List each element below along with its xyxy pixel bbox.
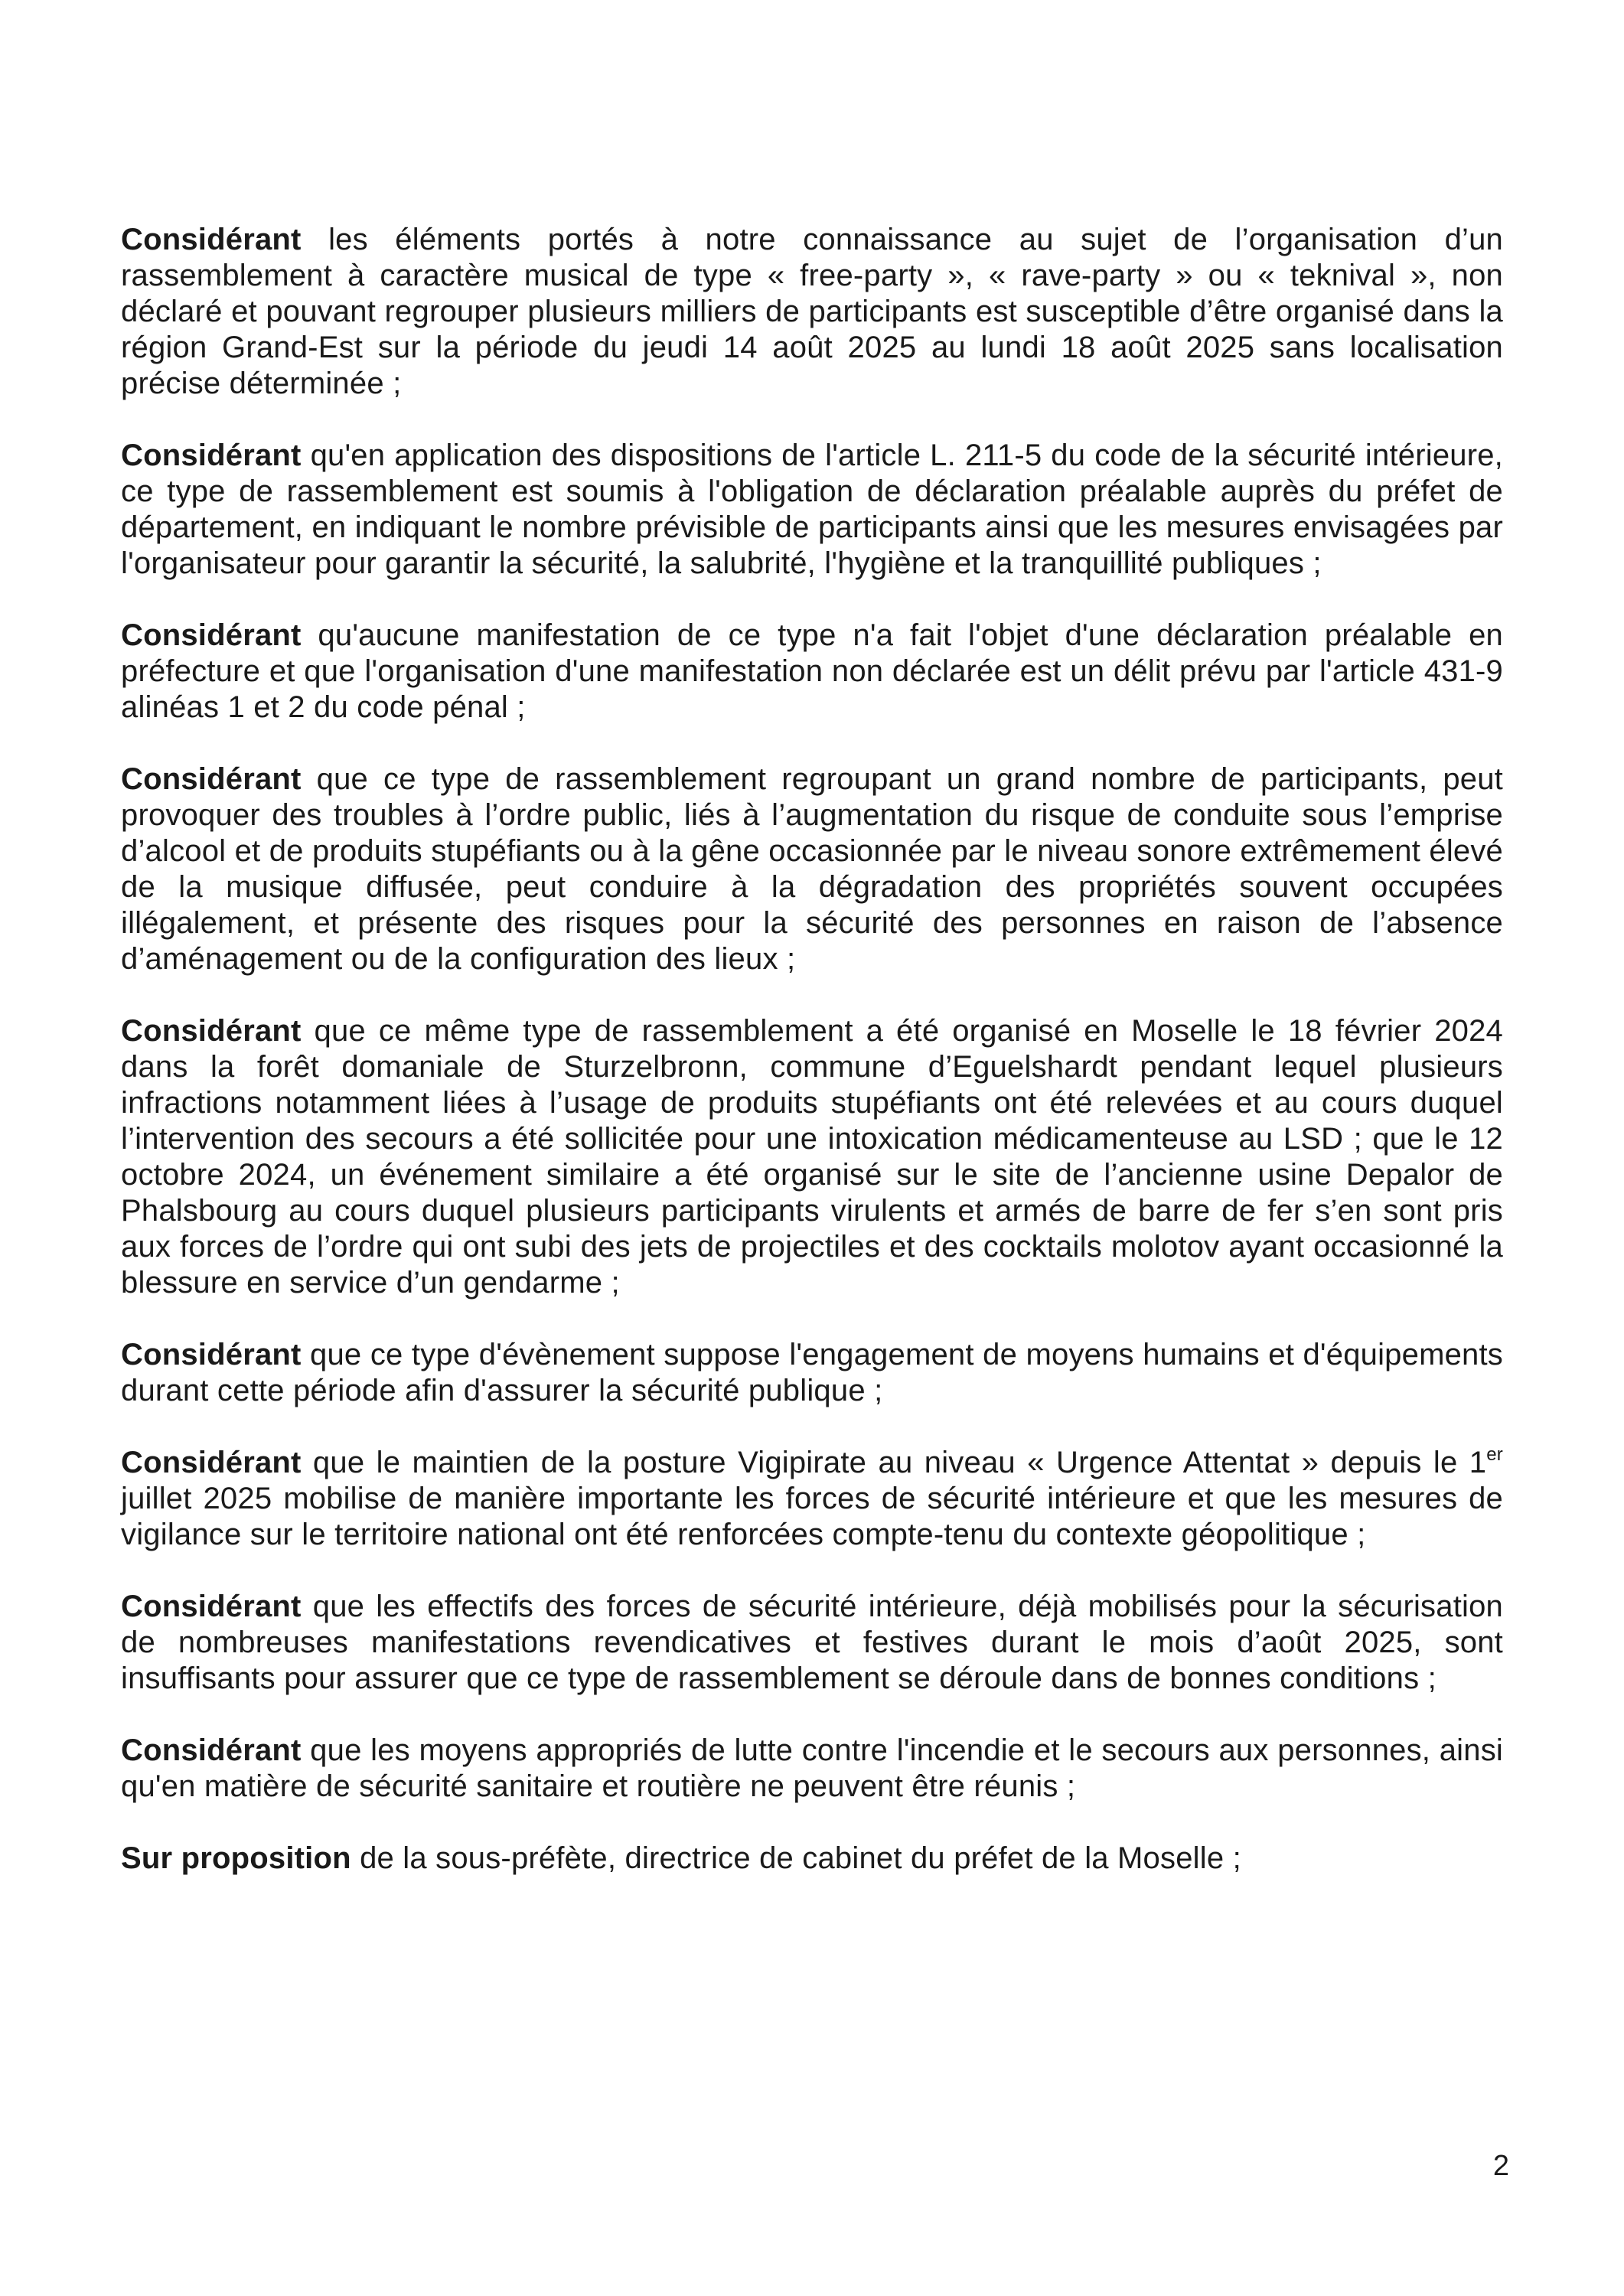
document-body: [121, 222, 1503, 1913]
paragraph-considerant-2: [121, 438, 1503, 582]
paragraph-text: qu'en application des dispositions de l'article L. 211-5 du code de la sécurité intérieure, ce type de rassemblement est soumis à l'obligation de déclaration préalable auprès du préfet de département, en indiquant le nombre prévisible de participants ainsi que les mesures envisagées par l'organisateur pour garantir la sécurité, la salubrité, l'hygiène et la tranquillité publiques ;: [121, 439, 1503, 580]
paragraph-lead: Considérant: [121, 618, 302, 652]
paragraph-lead: Sur proposition: [121, 1841, 351, 1875]
paragraph-text: que les moyens appropriés de lutte contre l'incendie et le secours aux personnes, ainsi qu'en matière de sécurité sanitaire et routière ne peuvent être réunis ;: [121, 1733, 1503, 1803]
paragraph-lead: Considérant: [121, 1446, 302, 1479]
paragraph-text: que ce type de rassemblement regroupant un grand nombre de participants, peut provoquer des troubles à l’ordre public, liés à l’augmentation du risque de conduite sous l’emprise d’alcool et de produits stupéfiants ou à la gêne occasionnée par le niveau sonore extrêmement élevé de la musique diffusée, peut conduire à la dégradation des propriétés souvent occupées illégalement, et présente des risques pour la sécurité des personnes en raison de l’absence d’aménagement ou de la configuration des lieux ;: [121, 762, 1503, 976]
paragraph-lead: Considérant: [121, 1590, 302, 1623]
paragraph-sur-proposition: [121, 1841, 1503, 1877]
paragraph-lead: Considérant: [121, 1338, 302, 1371]
page-number: 2: [1492, 2150, 1509, 2182]
paragraph-text: de la sous-préfète, directrice de cabinet du préfet de la Moselle ;: [351, 1841, 1241, 1875]
paragraph-considerant-5: [121, 1013, 1503, 1301]
paragraph-lead: Considérant: [121, 762, 302, 796]
paragraph-text: que ce même type de rassemblement a été organisé en Moselle le 18 février 2024 dans la forêt domaniale de Sturzelbronn, commune d’Eguelshardt pendant lequel plusieurs infractions notamment liées à l’usage de produits stupéfiants ont été relevées et au cours duquel l’intervention des secours a été sollicitée pour une intoxication médicamenteuse au LSD ; que le 12 octobre 2024, un événement similaire a été organisé sur le site de l’ancienne usine Depalor de Phalsbourg au cours duquel plusieurs participants virulents et armés de barre de fer s’en sont pris aux forces de l’ordre qui ont subi des jets de projectiles et des cocktails molotov ayant occasionné la blessure en service d’un gendarme ;: [121, 1014, 1503, 1300]
paragraph-text: que les effectifs des forces de sécurité intérieure, déjà mobilisés pour la sécurisation de nombreuses manifestations revendicatives et festives durant le mois d’août 2025, sont insuffisants pour assurer que ce type de rassemblement se déroule dans de bonnes conditions ;: [121, 1590, 1503, 1695]
paragraph-text: qu'aucune manifestation de ce type n'a fait l'objet d'une déclaration préalable en préfecture et que l'organisation d'une manifestation non déclarée est un délit prévu par l'article 431-9 alinéas 1 et 2 du code pénal ;: [121, 618, 1503, 724]
ordinal-superscript: er: [1486, 1444, 1503, 1465]
paragraph-considerant-3: [121, 618, 1503, 726]
paragraph-considerant-4: [121, 762, 1503, 977]
paragraph-considerant-6: [121, 1337, 1503, 1409]
paragraph-text: que ce type d'évènement suppose l'engagement de moyens humains et d'équipements durant cette période afin d'assurer la sécurité publique ;: [121, 1338, 1503, 1407]
paragraph-considerant-8: [121, 1589, 1503, 1697]
paragraph-text: que le maintien de la posture Vigipirate au niveau « Urgence Attentat » depuis le 1: [301, 1446, 1487, 1479]
paragraph-text: les éléments portés à notre connaissance au sujet de l’organisation d’un rassemblement à caractère musical de type « free-party », « rave-party » ou « teknival », non déclaré et pouvant regrouper plusieurs milliers de participants est susceptible d’être organisé dans la région Grand-Est sur la période du jeudi 14 août 2025 au lundi 18 août 2025 sans localisation précise déterminée ;: [121, 223, 1503, 400]
paragraph-text: juillet 2025 mobilise de manière importante les forces de sécurité intérieure et que les mesures de vigilance sur le territoire national ont été renforcées compte-tenu du contexte géopolitique ;: [121, 1482, 1503, 1551]
paragraph-lead: Considérant: [121, 223, 302, 256]
paragraph-considerant-1: [121, 222, 1503, 402]
paragraph-lead: Considérant: [121, 439, 302, 472]
paragraph-lead: Considérant: [121, 1014, 302, 1048]
paragraph-considerant-9: [121, 1733, 1503, 1805]
paragraph-considerant-7: [121, 1445, 1503, 1553]
paragraph-lead: Considérant: [121, 1733, 302, 1767]
